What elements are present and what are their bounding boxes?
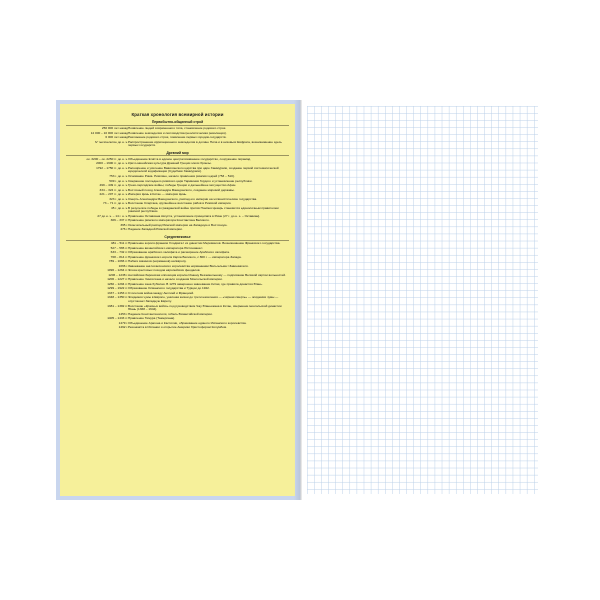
- entry-event: Правление франкского короля Карла Великого, с 800 г. — императора Запада.: [128, 254, 242, 259]
- entry-event: Завоевание англосаксонского королевства норманнами Вильгельма I Завоевателя.: [128, 263, 249, 268]
- entry-event: Восточный поход Александра Македонского, создание мировой державы.: [128, 187, 235, 192]
- entry-date: 1337 – 1453 гг.: [107, 290, 128, 295]
- entry-event: Правление римского императора Константина Великого.: [128, 218, 210, 223]
- table-row: [66, 141, 289, 149]
- entry-event: Окончательный распад Римской империи на Западную и Восточную.: [128, 222, 228, 227]
- entry-event: Эпоха крестовых походов европейских феодалов.: [128, 268, 201, 273]
- entry-event: Правление короля франков Хлодвига I из династии Меровингов. Возникновение Франкского государства.: [128, 241, 281, 246]
- entry-date: 476 г.: [120, 227, 128, 232]
- entry-date: 395 г.: [120, 222, 128, 227]
- entry-date: 1066 г.: [118, 263, 128, 268]
- entry-event: Восстание «Красных войск» под руководством Чжу Юаньчжана в Китае, свержение монгольской династии Юань (1368 – 1644).: [128, 303, 282, 312]
- entry-date: 1206 – 1227 гг.: [107, 277, 128, 282]
- entry-event: Объединение Арагона и Кастилии, образование единого Испанского королевства.: [128, 320, 247, 325]
- entry-date: 6 000 лет назад: [105, 135, 128, 140]
- entry-event: Правление Тимура (Тамерлана).: [128, 316, 176, 321]
- entry-event: Смерть Александра Македонского, распад его империи на эллинистические государства.: [128, 196, 258, 201]
- entry-date: 1299 – 1922 гг.: [107, 286, 128, 291]
- entry-event: Падение Западной Римской империи.: [128, 227, 183, 232]
- chronology-table: [66, 242, 289, 331]
- entry-date: 1405 – 1433 гг.: [107, 316, 128, 321]
- entry-date: 45 г. до н. э.: [110, 205, 128, 210]
- table-row: [66, 326, 289, 331]
- entry-date: 1453 г.: [118, 311, 128, 316]
- entry-date: 1206 – 1238 г.: [108, 272, 128, 277]
- entry-event: В результате победы в гражданской войне против Помпея Цезарь становится единоличным правителем римской республики.: [128, 205, 279, 214]
- entry-date: 481 – 511 гг.: [110, 241, 128, 246]
- entry-date: 1792 – 1750 гг. до н. э.: [96, 165, 128, 170]
- chronology-sheet: [60, 104, 295, 496]
- entry-event: Падение Константинополя, гибель Византийской империи.: [128, 311, 213, 316]
- entry-date: 334 – 324 гг. до н. э.: [99, 187, 128, 192]
- entry-event: Крито-минойская культура Древней Греции эпохи бронзы.: [128, 161, 212, 166]
- entry-event: Эпидемия чумы в Европе, унёсшая жизни до трети населения — «чёрная смерть» — эпидемия чумы — опустошает Западную Европу.: [128, 295, 279, 304]
- entry-event: Столетняя война между Англией и Францией.: [128, 290, 195, 295]
- entry-date: IV тысячелетие до н. э.: [94, 139, 128, 144]
- section-heading: Древний мир: [66, 151, 289, 157]
- entry-date: 1096 – 1264 гг.: [107, 268, 128, 273]
- entry-date: 12 000 – 10 000 лет назад: [90, 130, 128, 135]
- entry-date: 633 – 732 гг.: [110, 250, 128, 255]
- chronology-page: [56, 100, 300, 500]
- chronology-table: [66, 158, 289, 233]
- entry-event: Основание Рима. Римляне, начало правления римских царей (753 – 510).: [128, 174, 235, 178]
- entry-date: 753 г. до н. э.: [109, 174, 128, 178]
- entry-event: Правление византийского императора Юстиниана I.: [128, 245, 204, 250]
- graph-grid: [307, 106, 538, 494]
- entry-event: Расширение и усиление Вавилонского царства при царе Хаммурапи, создание первой систематической юридической кодификации (Судебник Хаммурапи).: [128, 165, 279, 174]
- chronology-sections: [66, 120, 289, 331]
- section-heading: Первобытно-общинный строй: [66, 120, 289, 126]
- entry-event: Объединение Египта в единое централизованное государство, сооружение пирамид.: [128, 156, 252, 161]
- entry-event: Восстание Спартака, крупнейшее восстание рабов в Римской империи.: [128, 201, 232, 206]
- entry-date: 221 – 207 гг. до н. э.: [99, 192, 128, 197]
- entry-date: 1492 г.: [118, 325, 128, 330]
- entry-date: 527 – 565 гг.: [110, 245, 128, 250]
- entry-event: Разложение родового строя, появление первых городов-государств.: [128, 135, 227, 140]
- table-row: [66, 228, 289, 233]
- entry-event: Правление хана Хубилая. В 1279 завершено завоевание Китая, где правила династия Юань.: [128, 281, 263, 286]
- entry-date: 2000 – 1900 гг. до н. э.: [96, 161, 128, 166]
- entry-date: 1381 – 1382 гг.: [107, 303, 128, 308]
- entry-event: Империя Цинь в Китае — империя Цинь.: [128, 192, 188, 197]
- entry-event: Распространение ирригационного земледелия в долине Нила и в низовьях Евфрата, возникновение здесь первых государств.: [128, 139, 282, 148]
- entry-event: Набеги викингов (норманнов) на Европу.: [128, 259, 187, 264]
- entry-event: Свержение последнего римского царя Тарквиния Гордого и установление республики.: [128, 178, 253, 183]
- entry-date: ок. 3200 – ок. 2250 гг. до н. э.: [86, 156, 128, 161]
- entry-date: 789 – 1066 гг.: [108, 259, 128, 264]
- entry-date: 1479 г.: [118, 320, 128, 325]
- entry-event: Образование арабского халифата и расширение Арабского халифата.: [128, 250, 230, 255]
- entry-date: 768 – 814 гг.: [110, 254, 128, 259]
- entry-event: Греко-персидские войны; победы Греции и дальнейшее могущество Афин.: [128, 183, 237, 188]
- entry-date: 499 – 449 гг. до н. э.: [99, 183, 128, 188]
- entry-event: Образование Османского государства и Турции до 1922.: [128, 286, 210, 291]
- entry-date: 1260 – 1294 гг.: [107, 281, 128, 286]
- entry-event: Английская баронская оппозиция королю Иоанну Безземельному — подписание Великой хартии вольностей.: [128, 272, 286, 277]
- section-heading: Средневековье: [66, 235, 289, 241]
- entry-date: 73 – 71 гг. до н. э.: [102, 201, 128, 206]
- entry-date: 323 г. до н. э.: [109, 196, 128, 201]
- entry-date: 250 000 лет назад: [101, 126, 128, 130]
- entry-date: 27 до н. э. – 14 г. н. э.: [97, 213, 128, 218]
- chronology-table: [66, 127, 289, 149]
- entry-event: Реконкиста в Испании и открытие Америки Христофором Колумбом.: [128, 325, 227, 330]
- entry-event: Правление Чингисхана и начало создания Монгольской империи.: [128, 277, 223, 282]
- entry-event: Появление земледелия и скотоводства (неолитическая революция).: [128, 130, 227, 135]
- entry-event: Появление людей современного типа, становление родового строя.: [128, 126, 227, 130]
- graph-paper-page: [300, 100, 544, 500]
- entry-date: 306 – 337 гг.: [110, 218, 128, 223]
- entry-date: 1348 – 1350 гг.: [107, 295, 128, 300]
- entry-date: 509 г. до н. э.: [109, 178, 128, 183]
- page-title: Краткая хронология всемирной истории: [131, 112, 224, 117]
- entry-event: Правление Октавиана Августа, установление принципата в Риме (27 г. до н. э. – Октавиан).: [128, 213, 261, 218]
